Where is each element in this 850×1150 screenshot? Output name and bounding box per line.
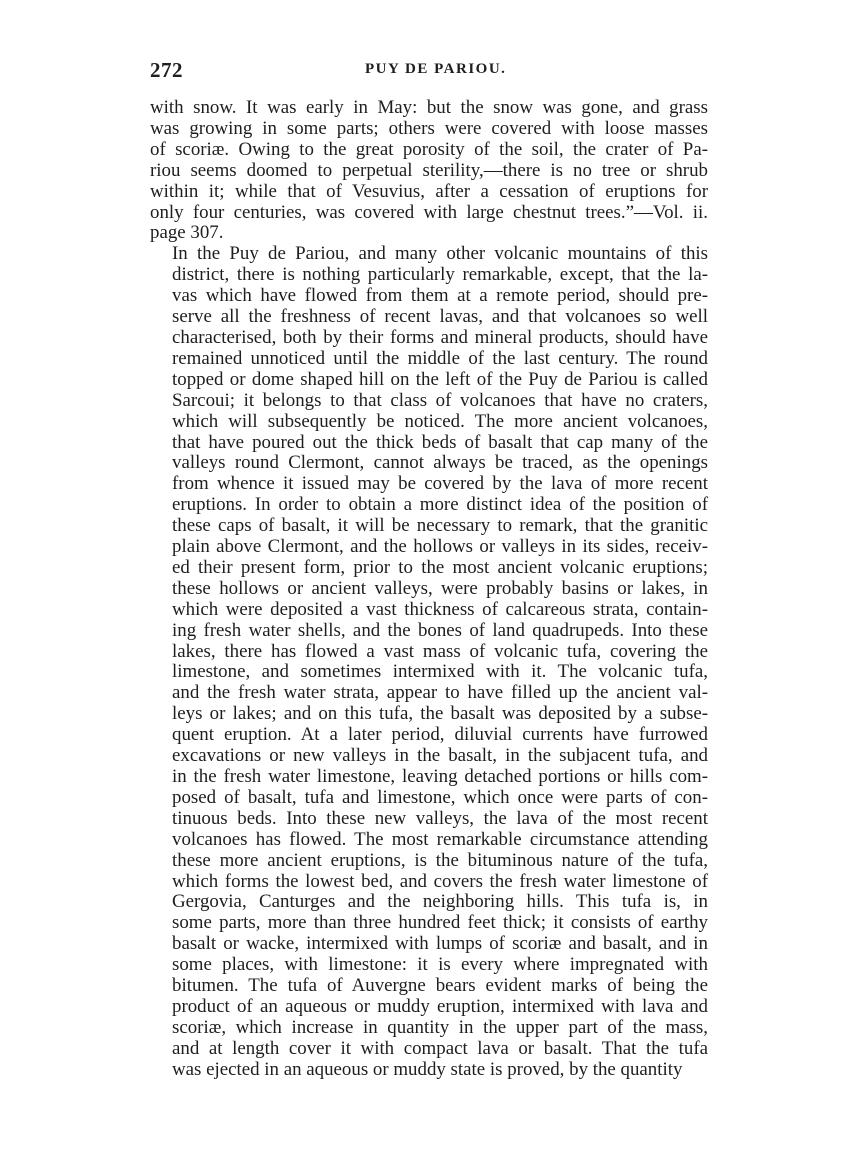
text-line: serve all the freshness of recent lavas, and that volcanoes so well <box>172 306 708 328</box>
text-line: quent eruption. At a later period, diluvial currents have furrowed <box>172 724 708 746</box>
text-line: riou seems doomed to perpetual sterility,—there is no tree or shrub <box>150 159 708 181</box>
paragraph <box>150 244 708 1080</box>
text-line: from whence it issued may be covered by the lava of more recent <box>172 473 708 495</box>
text-line: that have poured out the thick beds of basalt that cap many of the <box>172 431 708 453</box>
text-line: some places, with limestone: it is every where impregnated with <box>172 954 708 976</box>
text-line: ed their present form, prior to the most ancient volcanic eruptions; <box>172 556 708 578</box>
text-line: district, there is nothing particularly remarkable, except, that the la- <box>172 264 708 286</box>
text-line: some parts, more than three hundred feet thick; it consists of earthy <box>172 912 708 934</box>
text-line: tinuous beds. Into these new valleys, the lava of the most recent <box>172 807 708 829</box>
text-line: valleys round Clermont, cannot always be traced, as the openings <box>172 452 708 474</box>
text-line: was ejected in an aqueous or muddy state is proved, by the quantity <box>172 1058 683 1080</box>
text-line: characterised, both by their forms and mineral products, should have <box>172 326 708 348</box>
text-line: basalt or wacke, intermixed with lumps of scoriæ and basalt, and in <box>172 933 708 955</box>
text-line: remained unnoticed until the middle of the last century. The round <box>172 347 708 369</box>
running-title: PUY DE PARIOU. <box>365 61 507 77</box>
text-line: these more ancient eruptions, is the bituminous nature of the tufa, <box>172 849 708 871</box>
text-line: posed of basalt, tufa and limestone, which once were parts of con- <box>172 786 708 808</box>
running-head <box>150 58 708 88</box>
text-line: only four centuries, was covered with large chestnut trees.”—Vol. ii. <box>150 201 708 223</box>
text-line: which will subsequently be noticed. The more ancient volcanoes, <box>172 410 708 432</box>
text-line: volcanoes has flowed. The most remarkable circumstance attending <box>172 828 708 850</box>
text-line: and the fresh water strata, appear to have filled up the ancient val- <box>172 682 708 704</box>
text-line: these hollows or ancient valleys, were probably basins or lakes, in <box>172 577 708 599</box>
text-line: these caps of basalt, it will be necessary to remark, that the granitic <box>172 515 708 537</box>
text-line: excavations or new valleys in the basalt, in the subjacent tufa, and <box>172 745 708 767</box>
text-line: eruptions. In order to obtain a more distinct idea of the position of <box>172 494 708 516</box>
text-line: limestone, and sometimes intermixed with it. The volcanic tufa, <box>172 661 708 683</box>
text-line: bitumen. The tufa of Auvergne bears evident marks of being the <box>172 975 708 997</box>
text-line: leys or lakes; and on this tufa, the basalt was deposited by a subse- <box>172 703 708 725</box>
body-text <box>150 98 708 1081</box>
text-line: Sarcoui; it belongs to that class of volcanoes that have no craters, <box>172 389 708 411</box>
text-line: Gergovia, Canturges and the neighboring hills. This tufa is, in <box>172 891 708 913</box>
text-line: was growing in some parts; others were covered with loose masses <box>150 117 708 139</box>
text-line: vas which have flowed from them at a remote period, should pre- <box>172 285 708 307</box>
text-line: of scoriæ. Owing to the great porosity of the soil, the crater of Pa- <box>150 138 708 160</box>
text-line: scoriæ, which increase in quantity in the upper part of the mass, <box>172 1016 708 1038</box>
page-number: 272 <box>150 58 183 82</box>
text-line: which were deposited a vast thickness of calcareous strata, contain- <box>172 598 708 620</box>
text-line: In the Puy de Pariou, and many other volcanic mountains of this <box>172 243 708 265</box>
text-line: plain above Clermont, and the hollows or valleys in its sides, receiv- <box>172 536 708 558</box>
paragraph <box>150 98 708 244</box>
text-line: product of an aqueous or muddy eruption, intermixed with lava and <box>172 995 708 1017</box>
text-line: in the fresh water limestone, leaving detached portions or hills com- <box>172 766 708 787</box>
text-line: topped or dome shaped hill on the left of the Puy de Pariou is called <box>172 368 708 390</box>
text-line: lakes, there has flowed a vast mass of volcanic tufa, covering the <box>172 640 708 662</box>
text-line: and at length cover it with compact lava or basalt. That the tufa <box>172 1037 708 1059</box>
text-line: within it; while that of Vesuvius, after a cessation of eruptions for <box>150 180 708 202</box>
text-line: which forms the lowest bed, and covers the fresh water limestone of <box>172 870 708 892</box>
text-line: page 307. <box>150 222 224 244</box>
text-line: with snow. It was early in May: but the snow was gone, and grass <box>150 97 708 118</box>
text-line: ing fresh water shells, and the bones of land quadrupeds. Into these <box>172 619 708 641</box>
